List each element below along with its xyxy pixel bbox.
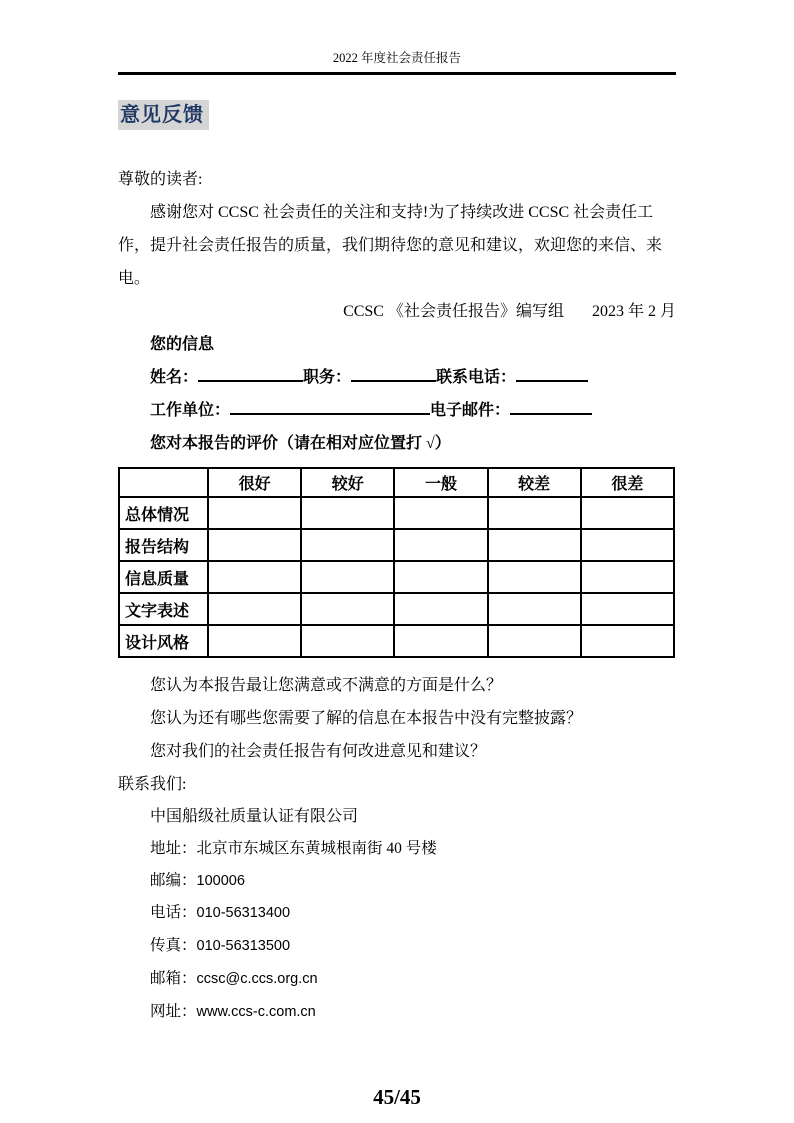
running-header: [118, 48, 676, 75]
reader-info-form: [118, 328, 676, 460]
rating-cell: [581, 625, 674, 657]
rating-cell: [208, 529, 301, 561]
table-row: [119, 625, 674, 657]
rating-cell: [208, 497, 301, 529]
rating-cell: [488, 497, 581, 529]
evaluation-table: [118, 467, 675, 658]
rating-cell: [301, 529, 394, 561]
rating-cell: [394, 625, 487, 657]
running-header-title: 2022 年度社会责任报告: [332, 51, 462, 65]
contact-heading: 联系我们:: [118, 776, 187, 793]
column-header: 较差: [488, 468, 581, 497]
phone-blank: [516, 366, 588, 382]
rating-cell: [488, 561, 581, 593]
row-label: 文字表述: [119, 593, 208, 625]
letter-body: 感谢您对 CCSC 社会责任的关注和支持!为了持续改进 CCSC 社会责任工作，提升社会责任报告的质量，我们期待您的意见和建议，欢迎您的来信、来电。: [118, 204, 663, 287]
rating-cell: [208, 561, 301, 593]
address-label: 地址：: [150, 839, 197, 857]
table-row: [119, 593, 674, 625]
fax-label: 传真：: [150, 937, 197, 955]
rating-cell: [394, 561, 487, 593]
rating-cell: [208, 625, 301, 657]
contact-block: [118, 801, 676, 1029]
phone-label: 电话：: [150, 904, 197, 922]
email-value: ccsc@c.ccs.org.cn: [196, 970, 318, 987]
name-blank: [198, 366, 303, 382]
address-value: 北京市东城区东黄城根南街 40 号楼: [196, 839, 437, 857]
rating-cell: [301, 497, 394, 529]
question-item: 您认为本报告最让您满意或不满意的方面是什么？: [150, 677, 503, 694]
rating-cell: [488, 529, 581, 561]
rating-cell: [301, 593, 394, 625]
rating-cell: [301, 625, 394, 657]
phone-value: 010-56313400: [196, 905, 291, 922]
rating-cell: [581, 497, 674, 529]
table-row: [119, 561, 674, 593]
rating-cell: [301, 561, 394, 593]
table-row: [119, 497, 674, 529]
rating-cell: [488, 593, 581, 625]
column-header: 较好: [301, 468, 394, 497]
question-item: 您对我们的社会责任报告有何改进意见和建议？: [150, 743, 487, 760]
phone-label: 联系电话：: [436, 369, 517, 386]
website-label: 网址：: [150, 1002, 197, 1020]
fax-value: 010-56313500: [196, 938, 291, 955]
email-blank: [510, 399, 592, 415]
row-label: 信息质量: [119, 561, 208, 593]
row-label: 报告结构: [119, 529, 208, 561]
rating-cell: [581, 561, 674, 593]
rating-cell: [488, 625, 581, 657]
section-title: 意见反馈: [118, 100, 209, 130]
rating-cell: [394, 529, 487, 561]
row-label: 设计风格: [119, 625, 208, 657]
letter-signature-row: [118, 295, 676, 328]
rating-cell: [581, 593, 674, 625]
rating-cell: [394, 593, 487, 625]
name-label: 姓名：: [150, 369, 199, 386]
evaluation-title: 您对本报告的评价（请在相对应位置打 √）: [150, 435, 451, 452]
postcode-value: 100006: [196, 872, 245, 889]
letter-block: [118, 163, 676, 328]
email-label: 电子邮件：: [430, 402, 511, 419]
contact-line-website: [150, 996, 676, 1029]
column-header: 一般: [394, 468, 487, 497]
contact-line-postcode: [150, 865, 676, 898]
postcode-label: 邮编：: [150, 871, 197, 889]
contact-line-address: [150, 833, 676, 865]
form-row-1: [150, 361, 676, 394]
contact-line-phone: [150, 897, 676, 930]
contact-line-email: [150, 963, 676, 996]
form-row-2: [150, 394, 676, 427]
job-title-blank: [351, 366, 436, 382]
email-label: 邮箱：: [150, 969, 197, 987]
row-label: 总体情况: [119, 497, 208, 529]
table-row: [119, 529, 674, 561]
rating-cell: [208, 593, 301, 625]
company-label: 工作单位：: [150, 402, 231, 419]
company-blank: [230, 399, 430, 415]
contact-line-fax: [150, 930, 676, 963]
page-number: 45/45: [373, 1084, 421, 1109]
table-header-row: [119, 468, 674, 497]
rating-cell: [394, 497, 487, 529]
letter-date: 2023 年 2 月: [591, 303, 676, 320]
website-value: www.ccs-c.com.cn: [196, 1003, 316, 1020]
corner-cell: [119, 468, 208, 497]
column-header: 很好: [208, 468, 301, 497]
info-section-title: 您的信息: [150, 336, 215, 353]
question-item: 您认为还有哪些您需要了解的信息在本报告中没有完整披露？: [150, 710, 583, 727]
rating-cell: [581, 529, 674, 561]
letter-signature: CCSC 《社会责任报告》编写组: [343, 303, 564, 320]
letter-salutation: 尊敬的读者:: [118, 171, 203, 188]
feedback-questions: [118, 669, 676, 768]
column-header: 很差: [581, 468, 674, 497]
company-name: 中国船级社质量认证有限公司: [150, 808, 359, 825]
job-title-label: 职务：: [303, 369, 352, 386]
section-title-wrap: [118, 100, 676, 130]
